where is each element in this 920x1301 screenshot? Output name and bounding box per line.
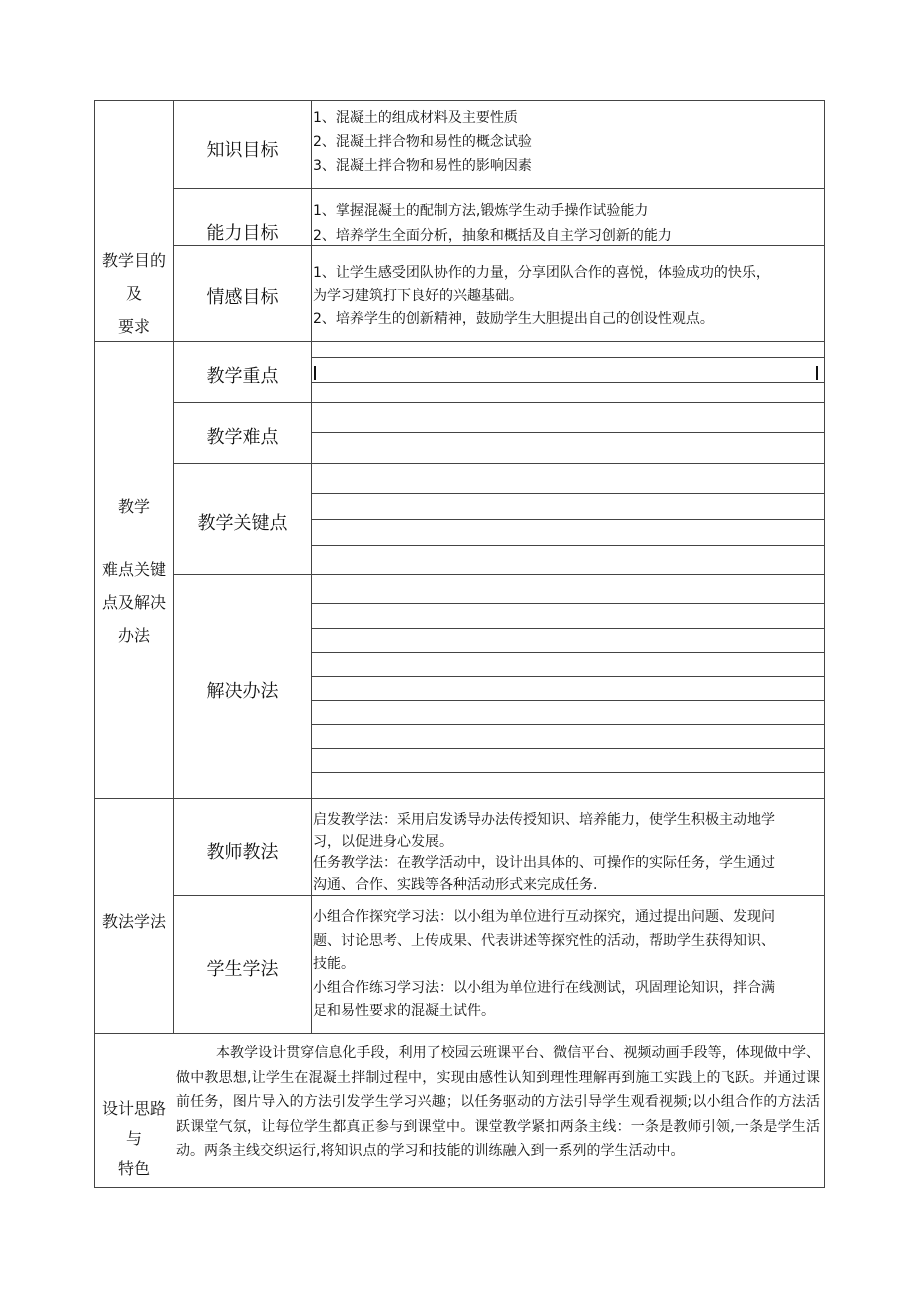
table-border-right [824,100,825,1187]
knowledge-goal-text: 1、混凝土的组成材料及主要性质 2、混凝土拌合物和易性的概念试验 3、混凝土拌合物和易性的影响因素 [313,110,532,174]
ruled-line [311,382,825,383]
emotion-goal-label: 情感目标 [206,287,279,308]
cursor-mark-left [314,366,316,380]
ruled-line [311,603,825,604]
difficulty-section-label: 教学 难点关键 点及解决 办法 [101,497,166,645]
ability-goal-label: 能力目标 [206,223,279,244]
row-divider [173,574,825,575]
table-border-top [94,100,825,101]
ruled-line [311,519,825,520]
critical-point-label: 教学关键点 [197,513,288,534]
student-method-text: 小组合作探究学习法：以小组为单位进行互动探究，通过提出问题、发现问 题、讨论思考、上传成果、代表讲述等探究性的活动，帮助学生获得知识、 技能。 小组合作练习学习法：以小组为单位进行在线测试，巩固理论知识，拌合满 足和易性要求的混凝土试件。 [313,909,775,1019]
knowledge-goal-label: 知识目标 [206,140,279,161]
ruled-line [311,545,825,546]
ruled-line [311,628,825,629]
section-divider [94,341,825,342]
column-divider-2 [311,100,312,1033]
ruled-line [311,493,825,494]
methods-section-label: 教法学法 [101,912,166,931]
design-description: 本教学设计贯穿信息化手段，利用了校园云班课平台、微信平台、视频动画手段等，体现做中学、做中教思想,让学生在混凝土拌制过程中，实现由感性认知到理性理解再到施工实践上的飞跃。并通过课前任务，图片导入的方法引发学生学习兴趣；以任务驱动的方法引导学生观看视频;以小组合作的方法活跃课堂气氛，让每位学生都真正参与到课堂中。课堂教学紧扣两条主线：一条是教师引领,一条是学生活动。两条主线交织运行,将知识点的学习和技能的训练融入到一系列的学生活动中。 [176,1045,820,1159]
goals-section-label: 教学目的 及 要求 [101,251,166,336]
section-divider [94,1033,825,1034]
solution-label: 解决办法 [206,681,279,702]
row-divider [173,463,825,464]
ruled-line [311,676,825,677]
emotion-goal-text: 1、让学生感受团队协作的力量，分享团队合作的喜悦，体验成功的快乐， 为学习建筑打下良好的兴趣基础。 2、培养学生的创新精神，鼓励学生大胆提出自己的创设性观点。 [313,265,770,327]
ruled-line [311,724,825,725]
student-method-label: 学生学法 [206,959,279,980]
row-divider [173,402,825,403]
ability-goal-text: 1、掌握混凝土的配制方法,锻炼学生动手操作试验能力 2、培养学生全面分析，抽象和概括及自主学习创新的能力 [313,203,672,244]
table-border-bottom [94,1187,825,1188]
teacher-method-text: 启发教学法：采用启发诱导办法传授知识、培养能力，使学生积极主动地学 习，以促进身心发展。 任务教学法：在教学活动中，设计出具体的、可操作的实际任务，学生通过 沟通、合作、实践等各种活动形式来完成任务. [313,812,775,893]
cursor-mark-right [816,366,818,380]
ruled-line [311,772,825,773]
section-divider [94,798,825,799]
hard-point-label: 教学难点 [206,427,279,448]
ruled-line [311,700,825,701]
teacher-method-label: 教师教法 [206,842,279,863]
design-section-label: 设计思路 与 特色 [101,1099,166,1178]
ruled-line [311,357,825,358]
key-point-label: 教学重点 [206,366,279,387]
ruled-line [311,432,825,433]
ruled-line [311,652,825,653]
row-divider [173,188,825,189]
ruled-line [311,748,825,749]
